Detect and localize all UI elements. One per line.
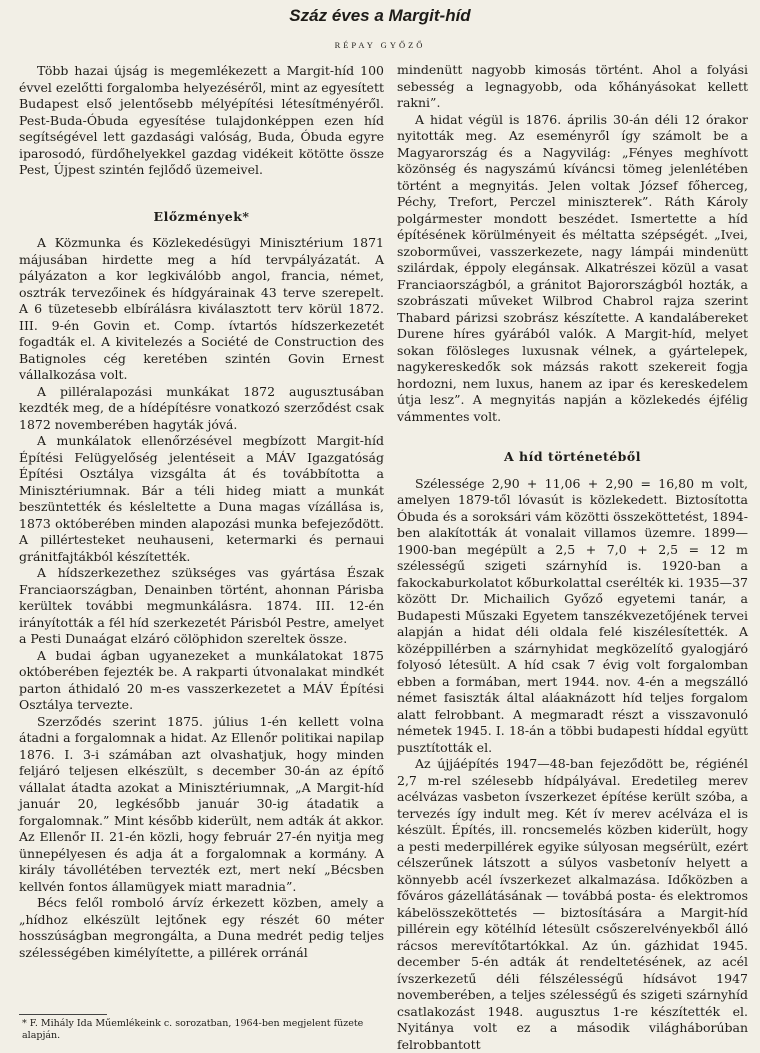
intro-paragraph: Több hazai újság is megemlékezett a Margit-híd 100 évvel ezelőtti forgalomba helyezéséről, mint az egyesített Budapest első jelentősebb mélyépítési létesítményéről. Pest-Buda-Óbuda egyesítése tulajdonképpen ezen híd segítségével lett gazdasági valóság, Buda, Óbuda egyre iparosodó, fürdőhelyekkel gazdag vidékeit kötötte össze Pest, Újpest szintén fejlődő üzemeivel. xyxy=(19,63,384,177)
paragraph: Szerződés szerint 1875. július 1-én kellett volna átadni a forgalomnak a hidat. Az Ellenőr politikai napilap 1876. I. 3-i számában azt olvashatjuk, hogy minden feljáró teljesen elkészült, s december 30-án az építő vállalat átadta azokat a Minisztériumnak, „A Margit-híd január 20, legkésőbb január 30-ig átadatik a forgalomnak.” Mint később kiderült, nem adták át akkor. Az Ellenőr II. 21-én közli, hogy február 27-én nyitja meg ünnepélyesen és adja át a forgalomnak a kormány. A király távollétében tervezték ezt, mert nekí „Bécsben kellvén fontos államügyek miatt maradnia”. xyxy=(19,713,384,894)
footnote-rule xyxy=(19,1014,107,1015)
section-heading-elozmenyek: Előzmények* xyxy=(153,208,250,224)
right-column xyxy=(397,62,748,1053)
paragraph: A pilléralapozási munkákat 1872 augusztusában kezdték meg, de a hídépítésre vonatkozó szerződést csak 1872 novemberében hagyták jóvá. xyxy=(19,383,384,432)
article-title: Száz éves a Margit-híd xyxy=(289,6,471,25)
paragraph: A hidat végül is 1876. április 30-án déli 12 órakor nyitották meg. Az eseményről így számolt be a Magyarország és a Nagyvilág: „Fényes meghívott közönség és nagyszámú kíváncsi tömeg jelenlétében történt a megnyitás. Jelen voltak József főherceg, Péchy, Trefort, Perczel miniszterek”. Ráth Károly polgármester mondott beszédet. Ismertette a híd építésének körülményeit és méltatta szépségét. „Ivei, szoborművei, vasszerkezete, nagy lámpái mindenütt szilárdak, éppoly elegánsak. Alkatrészei közül a vasat Franciaországból, a gránitot Bajorországból hozták, a szobrászati műveket Wilbrod Chabrol rajza szerint Thabard párizsi szobrász készítette. A kandalábereket Durene híres gyárából valók. A Margit-híd, melyet sokan fölösleges luxusnak vélnek, a gyártelepek, nagykereskedők sok mázsás rakott szekereit fogja hordozni, nem luxus, hanem az ipar és kereskedelem útja lesz”. A megnyitás napján a közlekedés éjfélig vámmentes volt. xyxy=(397,111,748,424)
article-author: RÉPAY GYŐZŐ xyxy=(334,40,426,50)
paragraph: Szélessége 2,90 + 11,06 + 2,90 = 16,80 m volt, amelyen 1879-től lóvasút is közlekedett. Biztosította Óbuda és a soroksári vám közötti összeköttetést, 1894-ben alakították át vonalait villamos üzemre. 1899—1900-ban megépült a 2,5 + 7,0 + 2,5 = 12 m szélességű szigeti szárnyhíd is. 1920-ban a fakockaburkolatot kőburkolattal cserélték ki. 1935—37 között Dr. Michailich Győző egyetemi tanár, a Budapesti Műszaki Egyetem tanszékvezetőjének tervei alapján a hidat déli oldala felé kiszélesítették. A középpillérben a szárnyhidat megközelítő gyalogjáró folyosó létesült. A híd csak 7 évig volt forgalomban ebben a formában, mert 1944. nov. 4-én a megszálló német fasiszták által aláaknázott híd teljes forgalom alatt felrobbant. A megmaradt részt a visszavonuló németek 1945. I. 18-án a többi budapesti híddal együtt pusztították el. xyxy=(397,475,748,755)
paragraph: A munkálatok ellenőrzésével megbízott Margit-híd Építési Felügyelőség jelentéseit a MÁV Igazgatóság Építési Osztálya vizsgálta át és továbbította a Minisztériumnak. Bár a téli hideg miatt a munkát beszüntették és késleltette a Duna magas vízállása is, 1873 októberében minden alapozási munka befejeződött. A pillértesteket neuhauseni, ketermarki és pernaui gránitfajtákból készítették. xyxy=(19,433,384,564)
paragraph: A budai ágban ugyanezeket a munkálatokat 1875 októberében fejezték be. A rakparti útvonalakat mindkét parton áthidaló 20 m-es vasszerkezetet a MÁV Építési Osztálya tervezte. xyxy=(19,647,384,712)
paragraph: Bécs felől romboló árvíz érkezett közben, amely a „hídhoz elkészült lejtőnek egy részét 60 méter hosszúságban megrongálta, a Duna medrét pedig teljes szélességében kimélyítette, a pillérek orránál xyxy=(19,895,384,960)
section-heading-tortenet: A híd történetéből xyxy=(504,449,641,464)
paragraph: mindenütt nagyobb kimosás történt. Ahol a folyási sebesség a legnagyobb, oda kőhányásokat kellett rakni”. xyxy=(397,62,748,110)
footnote: * F. Mihály Ida Műemlékeink c. sorozatban, 1964-ben megjelent füzete alapján. xyxy=(22,1018,364,1041)
left-column xyxy=(19,63,384,961)
paragraph: A hídszerkezethez szükséges vas gyártása Észak Franciaországban, Denainben történt, ahonnan Párisba kerültek további megmunkálásra. 1874. III. 12-én irányították a fél híd szerkezetét Párisból Pestre, amelyet a Pesti Dunaágat elzáró cölöphidon szereltek össze. xyxy=(19,565,384,646)
paragraph: Az újjáépítés 1947—48-ban fejeződött be, régiénél 2,7 m-rel szélesebb hídpályával. Eredetileg merev acélvázas vasbeton ívszerkezet építése került szóba, a tervezés így indult meg. Két ív merev acélváza el is készült. Építés, ill. roncsemelés közben kiderült, hogy a pesti mederpillérek egyike súlyosan megsérült, ezért célszerűnek látszott a súlyos vasbetonív helyett a könnyebb acél ívszerkezet alkalmazása. Időközben a főváros gázellátásának — továbbá posta- és elektromos kábelösszeköttetés — biztosítására a Margit-híd pillérein egy kötélhíd létesült csőszerelvényekből álló rácsos merevítőtartókkal. Az ún. gázhidat 1945. december 5-én adták át rendeltetésének, az acél ívszerkezetű déli félszélességű hídsávot 1947 novemberében, a teljes szélességű és szigeti szárnyhíd csatlakozást 1948. augusztus 1-re készítették el. Nyitánya volt ez a második világháborúban felrobbantott xyxy=(397,756,748,1052)
paragraph: A Közmunka és Közlekedésügyi Minisztérium 1871 májusában hirdette meg a híd tervpályázatát. A pályázaton a kor legkiválóbb angol, francia, német, osztrák tervezőinek és hídgyárainak 43 terve szerepelt. A 6 tüzetesebb elbírálásra kiválasztott terv körül 1872. III. 9-én Govin et. Comp. ívtartós hídszerkezetét fogadták el. A kivitelezés a Société de Construction des Batignoles cég keretében szintén Govin Ernest vállalkozása volt. xyxy=(19,235,384,382)
